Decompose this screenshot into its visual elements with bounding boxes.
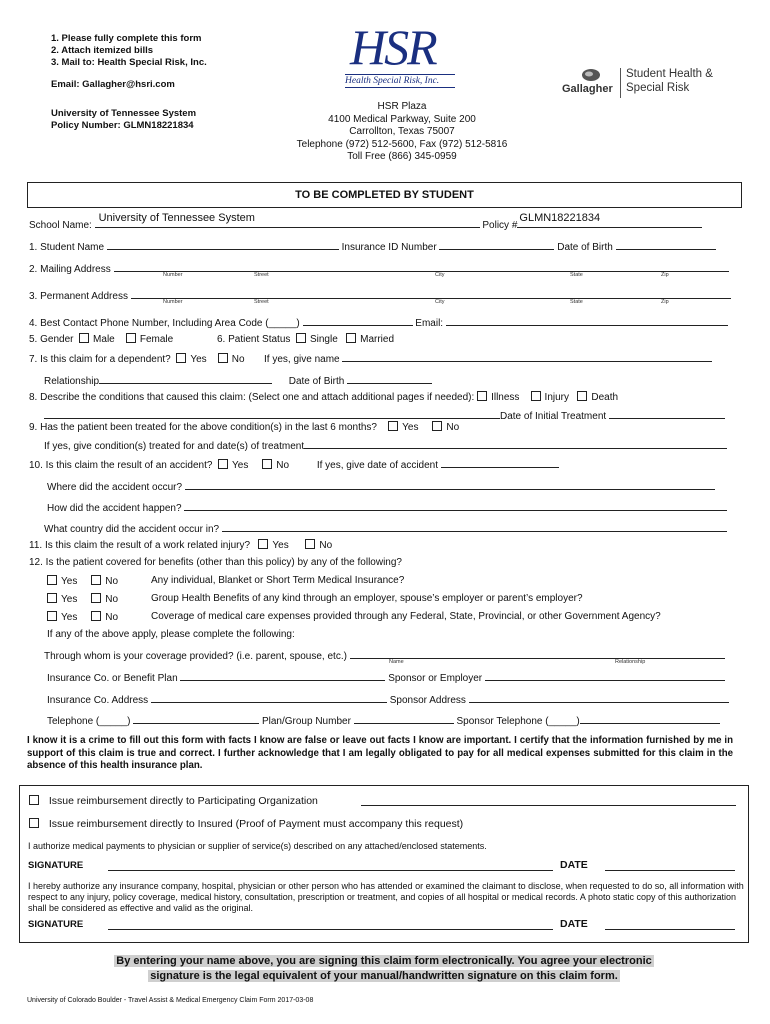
- no-label: No: [446, 422, 460, 433]
- how-row: [47, 500, 727, 514]
- yes-label: Yes: [272, 540, 289, 551]
- initial-treatment-row: [44, 408, 725, 422]
- single-checkbox[interactable]: [296, 333, 306, 343]
- permanent-address-field[interactable]: [131, 288, 731, 299]
- yes-label: Yes: [190, 354, 207, 365]
- q11-row: [29, 539, 332, 551]
- condition-description-field[interactable]: [44, 408, 500, 419]
- coverage-row-3: [47, 611, 118, 623]
- reimburse-opt2-row: [29, 818, 463, 830]
- address-line: 4100 Medical Parkway, Suite 200: [328, 113, 476, 125]
- male-checkbox[interactable]: [79, 333, 89, 343]
- date-field-1[interactable]: [605, 860, 735, 871]
- country-row: [44, 521, 727, 535]
- email-field[interactable]: [446, 315, 728, 326]
- single-label: Single: [309, 334, 338, 345]
- addr-number-label: Number: [163, 272, 183, 278]
- initial-treatment-label: Date of Initial Treatment: [500, 411, 607, 422]
- female-label: Female: [139, 334, 174, 345]
- cov3-yes-checkbox[interactable]: [47, 611, 57, 621]
- accident-date-label: If yes, give date of accident: [316, 460, 439, 471]
- female-checkbox[interactable]: [126, 333, 136, 343]
- no-label: No: [319, 540, 333, 551]
- injury-label: Injury: [544, 392, 569, 403]
- reimburse-org-checkbox[interactable]: [29, 795, 39, 805]
- male-label: Male: [93, 334, 115, 345]
- injury-checkbox[interactable]: [531, 391, 541, 401]
- how-label: How did the accident happen?: [47, 503, 182, 514]
- addr-zip-label: Zip: [661, 299, 669, 305]
- dependent-dob-field[interactable]: [347, 373, 432, 384]
- instruction-3: 3. Mail to: Health Special Risk, Inc.: [51, 57, 207, 68]
- q1-label: 1. Student Name: [29, 242, 105, 253]
- instruction-1: 1. Please fully complete this form: [51, 33, 202, 44]
- gallagher-name: Gallagher: [562, 83, 613, 95]
- hsr-logo-text: HSR: [350, 19, 436, 75]
- notice-line-1: By entering your name above, you are signing this claim form electronically. You agree your electronic: [116, 955, 652, 967]
- yes-label: Yes: [232, 460, 249, 471]
- gallagher-tagline-2: Special Risk: [626, 82, 690, 94]
- how-field[interactable]: [184, 500, 727, 511]
- work-no-checkbox[interactable]: [305, 539, 315, 549]
- electronic-signature-notice: [104, 954, 664, 984]
- address-line: Toll Free (866) 345-0959: [347, 151, 457, 162]
- addr-city-label: City: [435, 299, 445, 305]
- where-row: [47, 479, 715, 493]
- school-field[interactable]: [95, 212, 480, 228]
- policy-field[interactable]: [517, 212, 702, 228]
- q12-label: 12. Is the patient covered for benefits (other than this policy) by any of the following?: [29, 557, 402, 568]
- dob-field[interactable]: [616, 239, 716, 250]
- telephone-label: Telephone (_____): [47, 716, 131, 727]
- school-label: School Name:: [29, 220, 92, 231]
- q9-sub-label: If yes, give condition(s) treated for and date(s) of treatment: [44, 441, 305, 452]
- ins-co-field[interactable]: [180, 670, 385, 681]
- q8-label: 8. Describe the conditions that caused this claim: (Select one and attach additional pages if needed):: [29, 392, 475, 403]
- no-label: No: [105, 594, 119, 605]
- signature-label-2: SIGNATURE: [28, 919, 84, 930]
- coverage-row-1: [47, 575, 118, 587]
- q6-row: [217, 333, 394, 345]
- q4-label: 4. Best Contact Phone Number, Including Area Code (_____): [29, 318, 300, 329]
- sponsor-label: Sponsor or Employer: [388, 673, 483, 684]
- school-row: [29, 212, 702, 231]
- accident-date-field[interactable]: [441, 457, 559, 468]
- plan-group-label: Plan/Group Number: [261, 716, 351, 727]
- instructions: [51, 33, 207, 69]
- q3-row: [29, 288, 731, 302]
- cov2-yes-checkbox[interactable]: [47, 593, 57, 603]
- telephone-field[interactable]: [133, 713, 259, 724]
- relationship-row: [44, 373, 432, 387]
- reimburse-opt1-row: [29, 795, 318, 807]
- q3-label: 3. Permanent Address: [29, 291, 128, 302]
- married-checkbox[interactable]: [346, 333, 356, 343]
- addr-street-label: Street: [254, 299, 269, 305]
- relationship-label: Relationship: [44, 376, 100, 387]
- reimburse-opt1-label: Issue reimbursement directly to Participating Organization: [48, 795, 318, 807]
- dependent-yes-checkbox[interactable]: [176, 353, 186, 363]
- addr-street-label: Street: [254, 272, 269, 278]
- ins-addr-label: Insurance Co. Address: [47, 695, 149, 706]
- through-whom-label: Through whom is your coverage provided? (i.e. parent, spouse, etc.): [44, 651, 347, 662]
- sponsor-tel-label: Sponsor Telephone (_____): [456, 716, 580, 727]
- q5-row: [29, 333, 173, 345]
- reimbursement-box: [19, 785, 749, 943]
- illness-label: Illness: [491, 392, 520, 403]
- q8-row: [29, 391, 618, 403]
- no-label: No: [276, 460, 290, 471]
- treatment-details-field[interactable]: [304, 438, 727, 449]
- sponsor-addr-label: Sponsor Address: [389, 695, 466, 706]
- gallagher-tagline-1: Student Health &: [626, 68, 713, 80]
- reimburse-opt2-label: Issue reimbursement directly to Insured (Proof of Payment must accompany this request): [48, 818, 464, 830]
- school-value: University of Tennessee System: [98, 212, 255, 224]
- date-field-2[interactable]: [605, 919, 735, 930]
- q1-row: [29, 239, 716, 253]
- notice-line-2: signature is the legal equivalent of your manual/handwritten signature on this claim form.: [150, 970, 618, 982]
- addr-number-label: Number: [163, 299, 183, 305]
- illness-checkbox[interactable]: [477, 391, 487, 401]
- dependent-dob-label: Date of Birth: [288, 376, 345, 387]
- logo-divider: [620, 68, 621, 98]
- initial-treatment-field[interactable]: [609, 408, 725, 419]
- contact-email: Email: Gallagher@hsri.com: [51, 79, 175, 90]
- ins-addr-row: [47, 692, 729, 706]
- addr-city-label: City: [435, 272, 445, 278]
- q6-label: 6. Patient Status: [217, 334, 291, 345]
- q5-label: 5. Gender: [29, 334, 74, 345]
- cov1-label: Any individual, Blanket or Short Term Medical Insurance?: [151, 575, 405, 586]
- through-whom-field[interactable]: [350, 648, 725, 659]
- yes-label: Yes: [61, 594, 78, 605]
- address-line: Carrollton, Texas 75007: [349, 126, 455, 137]
- ins-co-label: Insurance Co. or Benefit Plan: [47, 673, 178, 684]
- q7-row: [29, 351, 712, 365]
- sponsor-addr-field[interactable]: [469, 692, 729, 703]
- accident-no-checkbox[interactable]: [262, 459, 272, 469]
- q9-sub-row: [44, 438, 727, 452]
- relationship-small-label: Relationship: [615, 659, 646, 665]
- yes-label: Yes: [402, 422, 419, 433]
- address-line: Telephone (972) 512-5600, Fax (972) 512-5816: [296, 138, 508, 150]
- cov3-no-checkbox[interactable]: [91, 611, 101, 621]
- q4-row: [29, 315, 728, 329]
- q11-label: 11. Is this claim the result of a work related injury?: [29, 540, 251, 551]
- addr-zip-label: Zip: [661, 272, 669, 278]
- phone-field[interactable]: [303, 315, 413, 326]
- dependent-no-checkbox[interactable]: [218, 353, 228, 363]
- sponsor-field[interactable]: [485, 670, 725, 681]
- date-label-2: DATE: [560, 918, 588, 930]
- cov2-label: Group Health Benefits of any kind through an employer, spouse’s employer or parent’s employer?: [151, 593, 583, 604]
- certification-text: I know it is a crime to fill out this form with facts I know are false or leave out facts I know are important. I certify that the information furnished by me in support of this claim is true and correct. I further acknowledge that I am legally obligated to pay for all medical expenses submitted for this claim in the absence of this health insurance plan.: [27, 735, 733, 771]
- coverage-row-2: [47, 593, 118, 605]
- section-title-box: [27, 182, 742, 208]
- cov2-no-checkbox[interactable]: [91, 593, 101, 603]
- no-label: No: [105, 576, 119, 587]
- cov3-label: Coverage of medical care expenses provided through any Federal, State, Provincial, or other Government Agency?: [151, 611, 661, 622]
- date-label-1: DATE: [560, 859, 588, 871]
- q9-row: [29, 421, 459, 433]
- cov1-no-checkbox[interactable]: [91, 575, 101, 585]
- addr-state-label: State: [570, 272, 583, 278]
- reimburse-insured-checkbox[interactable]: [29, 818, 39, 828]
- policy-value: GLMN18221834: [519, 212, 601, 224]
- death-checkbox[interactable]: [577, 391, 587, 401]
- section-title: TO BE COMPLETED BY STUDENT: [295, 189, 474, 201]
- student-name-field[interactable]: [107, 239, 339, 250]
- organization-field[interactable]: [361, 795, 736, 806]
- q2-row: [29, 261, 729, 275]
- treated-no-checkbox[interactable]: [432, 421, 442, 431]
- q7-label: 7. Is this claim for a dependent?: [29, 354, 171, 365]
- authorize-disclosure-text: I hereby authorize any insurance company, hospital, physician or other person who has attended or examined the claimant to disclose, when requested to do so, all information with respect to any injury, policy coverage, medical history, consultation, prescription or treatment, and copies of all hospital or medical records. A photo static copy of this authorization shall be considered as effective and valid as the original.: [28, 881, 744, 913]
- married-label: Married: [360, 334, 395, 345]
- dob-label: Date of Birth: [557, 242, 613, 253]
- country-field[interactable]: [222, 521, 727, 532]
- dependent-name-field[interactable]: [342, 351, 712, 362]
- ins-co-row: [47, 670, 725, 684]
- where-label: Where did the accident occur?: [47, 482, 183, 493]
- plan-group-field[interactable]: [354, 713, 454, 724]
- dependent-name-label: If yes, give name: [264, 354, 340, 365]
- yes-label: Yes: [61, 576, 78, 587]
- authorize-payments-text: I authorize medical payments to physician or supplier of service(s) described on any attached/enclosed statements.: [28, 841, 487, 851]
- work-yes-checkbox[interactable]: [258, 539, 268, 549]
- instruction-2: 2. Attach itemized bills: [51, 45, 154, 56]
- accident-yes-checkbox[interactable]: [218, 459, 228, 469]
- addr-state-label: State: [570, 299, 583, 305]
- signature-field-2[interactable]: [108, 919, 553, 930]
- insurance-id-field[interactable]: [439, 239, 554, 250]
- form-footer: University of Colorado Boulder - Travel Assist & Medical Emergency Claim Form 2017-03-08: [27, 997, 314, 1004]
- gallagher-logo: [562, 66, 732, 100]
- email-label: Email:: [415, 318, 444, 329]
- if-any-label: If any of the above apply, please complete the following:: [47, 629, 295, 640]
- sponsor-tel-field[interactable]: [580, 713, 720, 724]
- signature-label-1: SIGNATURE: [28, 860, 84, 871]
- q9-label: 9. Has the patient been treated for the above condition(s) in the last 6 months?: [29, 422, 377, 433]
- signature-field-1[interactable]: [108, 860, 553, 871]
- university-name: University of Tennessee System: [51, 108, 197, 119]
- hsr-logo: [345, 19, 455, 92]
- relationship-field[interactable]: [99, 373, 272, 384]
- hsr-address: [290, 101, 514, 164]
- gallagher-globe-icon: [580, 68, 602, 82]
- q10-label: 10. Is this claim the result of an accident?: [29, 460, 213, 471]
- q10-row: [29, 457, 559, 471]
- cov1-yes-checkbox[interactable]: [47, 575, 57, 585]
- name-small-label: Name: [389, 659, 404, 665]
- treated-yes-checkbox[interactable]: [388, 421, 398, 431]
- country-label: What country did the accident occur in?: [44, 524, 220, 535]
- no-label: No: [105, 612, 119, 623]
- policy-number: Policy Number: GLMN18221834: [51, 120, 194, 131]
- where-field[interactable]: [185, 479, 715, 490]
- q12-row: [29, 557, 402, 568]
- q2-label: 2. Mailing Address: [29, 264, 111, 275]
- policy-label: Policy #: [482, 220, 518, 231]
- no-label: No: [231, 354, 245, 365]
- hsr-logo-sub: Health Special Risk, Inc.: [345, 74, 455, 88]
- insurance-id-label: Insurance ID Number: [341, 242, 437, 253]
- address-line: HSR Plaza: [377, 101, 427, 112]
- death-label: Death: [591, 392, 619, 403]
- ins-addr-field[interactable]: [151, 692, 387, 703]
- telephone-row: [47, 713, 720, 727]
- mailing-address-field[interactable]: [114, 261, 729, 272]
- yes-label: Yes: [61, 612, 78, 623]
